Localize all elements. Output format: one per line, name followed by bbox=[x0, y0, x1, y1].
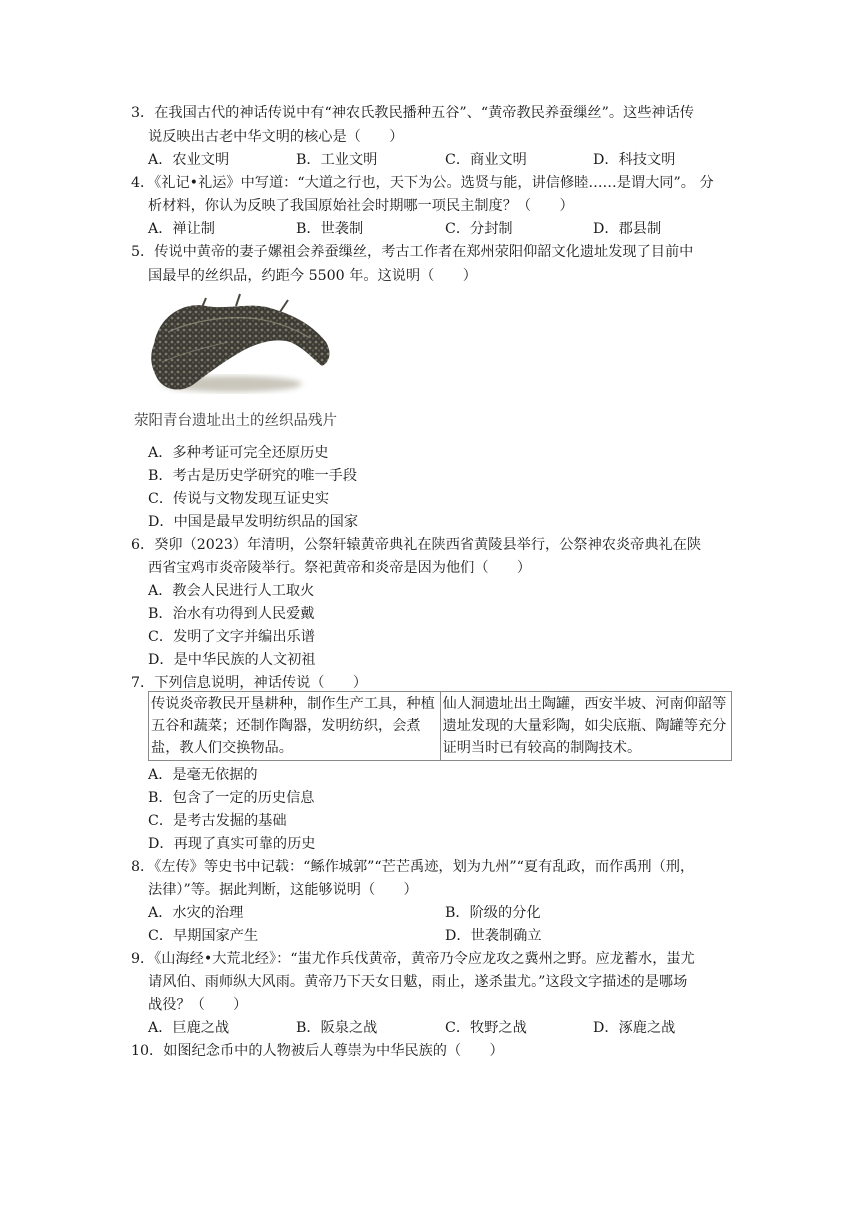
q5-stem-line2: 国最早的丝织品，约距今 5500 年。这说明（ ） bbox=[148, 268, 477, 284]
q7-source-table bbox=[148, 691, 732, 761]
q4-option-a: A．禅让制 bbox=[148, 221, 215, 237]
q7-option-c: C．是考古发掘的基础 bbox=[148, 813, 287, 829]
q4-stem-line1: 4．《礼记•礼运》中写道：“大道之行也，天下为公。选贤与能，讲信修睦……是谓大同”。 分 bbox=[131, 175, 714, 191]
q8-option-b: B．阶级的分化 bbox=[445, 905, 541, 921]
q5-stem-line1: 5．传说中黄帝的妻子嫘祖会养蚕缫丝，考古工作者在郑州荥阳仰韶文化遗址发现了目前中 bbox=[131, 244, 694, 260]
q5-option-c: C．传说与文物发现互证史实 bbox=[148, 491, 330, 507]
q9-stem-line3: 战役？（ ） bbox=[148, 997, 248, 1013]
q7-option-a: A．是毫无依据的 bbox=[148, 767, 258, 783]
q7-option-d: D．再现了真实可靠的历史 bbox=[148, 836, 316, 852]
q6-option-b: B．治水有功得到人民爱戴 bbox=[148, 606, 315, 622]
q5-option-b: B．考古是历史学研究的唯一手段 bbox=[148, 468, 358, 484]
photo-caption: 荥阳青台遗址出土的丝织品残片 bbox=[134, 413, 337, 429]
q5-option-a: A．多种考证可完全还原历史 bbox=[148, 445, 329, 461]
q10-stem-line1: 10．如图纪念币中的人物被后人尊崇为中华民族的（ ） bbox=[131, 1043, 504, 1059]
q9-stem-line2: 请风伯、雨师纵大风雨。黄帝乃下天女日魃，雨止，遂杀蚩尤。”这段文字描述的是哪场 bbox=[148, 974, 688, 990]
q3-option-c: C．商业文明 bbox=[445, 152, 527, 168]
q6-stem-line1: 6．癸卯（2023）年清明，公祭轩辕黄帝典礼在陕西省黄陵县举行，公祭神农炎帝典礼在陕 bbox=[131, 537, 702, 553]
q4-option-b: B．世袭制 bbox=[296, 221, 364, 237]
q8-option-a: A．水灾的治理 bbox=[148, 905, 244, 921]
q3-option-a: A．农业文明 bbox=[148, 152, 230, 168]
q7-stem-line1: 7．下列信息说明，神话传说（ ） bbox=[131, 675, 368, 691]
table-row bbox=[149, 692, 732, 761]
q7-option-b: B．包含了一定的历史信息 bbox=[148, 790, 315, 806]
silk-fragment-photo bbox=[140, 292, 340, 402]
q9-option-c: C．牧野之战 bbox=[445, 1020, 527, 1036]
q8-stem-line1: 8．《左传》等史书中记载：“鲧作城郭”“芒芒禹迹，划为九州”“夏有乱政，而作禹刑（刑， bbox=[131, 859, 695, 875]
q4-stem-line2: 析材料，你认为反映了我国原始社会时期哪一项民主制度？（ ） bbox=[148, 198, 574, 214]
q5-option-d: D．中国是最早发明纺织品的国家 bbox=[148, 514, 359, 530]
q4-option-d: D．郡县制 bbox=[593, 221, 662, 237]
q6-stem-line2: 西省宝鸡市炎帝陵举行。祭祀黄帝和炎帝是因为他们（ ） bbox=[148, 560, 532, 576]
q8-option-d: D．世袭制确立 bbox=[445, 928, 542, 944]
q3-option-d: D．科技文明 bbox=[593, 152, 676, 168]
q7-table-left-cell: 传说炎帝教民开垦耕种，制作生产工具，种植五谷和蔬菜；还制作陶器，发明纺织，会煮盐，教人们交换物品。 bbox=[149, 692, 441, 761]
q9-option-b: B．阪泉之战 bbox=[296, 1020, 378, 1036]
q3-stem-line1: 3．在我国古代的神话传说中有“神农氏教民播种五谷”、“黄帝教民养蚕缫丝”。这些神话传 bbox=[131, 105, 694, 121]
q6-option-a: A．教会人民进行人工取火 bbox=[148, 583, 315, 599]
q3-option-b: B．工业文明 bbox=[296, 152, 378, 168]
q6-option-c: C．发明了文字并编出乐谱 bbox=[148, 629, 315, 645]
q8-stem-line2: 法律）”等。据此判断，这能够说明（ ） bbox=[148, 882, 418, 898]
q3-stem-line2: 说反映出古老中华文明的核心是（ ） bbox=[148, 129, 404, 145]
q6-option-d: D．是中华民族的人文初祖 bbox=[148, 652, 316, 668]
q9-option-d: D．涿鹿之战 bbox=[593, 1020, 676, 1036]
q4-option-c: C．分封制 bbox=[445, 221, 513, 237]
silk-fragment-image bbox=[140, 292, 340, 402]
q9-option-a: A．巨鹿之战 bbox=[148, 1020, 230, 1036]
q9-stem-line1: 9．《山海经•大荒北经》：“蚩尤作兵伐黄帝，黄帝乃令应龙攻之冀州之野。应龙蓄水，蚩尤 bbox=[131, 951, 695, 967]
q8-option-c: C．早期国家产生 bbox=[148, 928, 259, 944]
q7-table-right-cell: 仙人洞遗址出土陶罐，西安半坡、河南仰韶等遗址发现的大量彩陶，如尖底瓶、陶罐等充分证明当时已有较高的制陶技术。 bbox=[440, 692, 732, 761]
